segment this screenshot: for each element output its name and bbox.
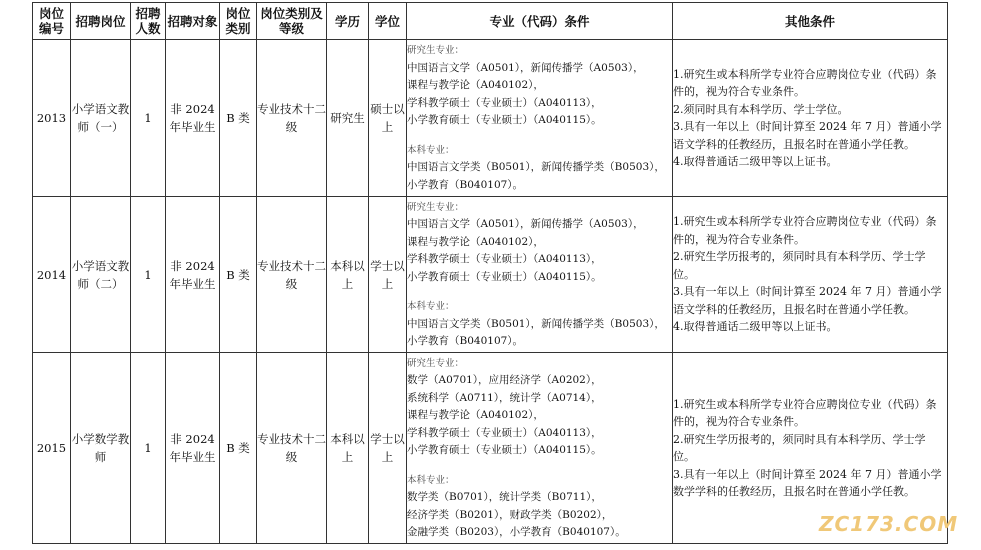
cell-education: 研究生 <box>327 40 369 197</box>
other-condition: 2.研究生学历报考的，须同时具有本科学历、学士学位。 <box>673 250 926 281</box>
cell-category: B 类 <box>220 353 257 544</box>
cell-target: 非 2024 年毕业生 <box>166 40 220 197</box>
grad-major-line: 学科教学硕士（专业硕士）（A040113）， <box>407 96 602 109</box>
other-condition: 4.取得普通话二级甲等以上证书。 <box>673 155 838 168</box>
other-condition: 3.具有一年以上（时间计算至 2024 年 7 月）普通小学语文学科的任教经历，且报名时在普通小学任教。 <box>673 120 942 151</box>
cell-post: 小学语文教师（一） <box>71 40 131 197</box>
header-category: 岗位类别 <box>220 3 257 40</box>
cell-post: 小学数学教师 <box>71 353 131 544</box>
grad-major-line: 数学（A0701），应用经济学（A0202）， <box>407 374 602 386</box>
header-major: 专业（代码）条件 <box>407 3 673 40</box>
header-count: 招聘人数 <box>131 3 166 40</box>
grad-major-line: 系统科学（A0711），统计学（A0714）， <box>407 391 602 404</box>
ug-major-line: 经济学类（B0201），财政学类（B0202）， <box>407 508 613 521</box>
grad-major-line: 小学教育硕士（专业硕士）（A040115）。 <box>407 114 602 126</box>
ug-major-title: 本科专业： <box>407 474 455 486</box>
header-degree: 学位 <box>369 3 407 40</box>
cell-category: B 类 <box>220 197 257 353</box>
grad-major-line: 课程与教学论（A040102）， <box>407 235 544 248</box>
grad-major-line: 学科教学硕士（专业硕士）（A040113）， <box>407 253 602 265</box>
grad-major-line: 小学教育硕士（专业硕士）（A040115）。 <box>407 444 602 456</box>
header-code: 岗位编号 <box>33 3 71 40</box>
spacer <box>407 460 672 472</box>
grad-major-title: 研究生专业： <box>407 45 465 56</box>
cell-degree: 硕士以上 <box>369 40 407 197</box>
cell-code: 2015 <box>33 353 71 544</box>
cell-major <box>407 353 673 544</box>
grad-major-line: 中国语言文学（A0501），新闻传播学（A0503）， <box>407 61 644 74</box>
cell-other <box>673 197 948 353</box>
other-condition: 1.研究生或本科所学专业符合应聘岗位专业（代码）条件的，视为符合专业条件。 <box>673 67 937 98</box>
header-other: 其他条件 <box>673 3 948 40</box>
cell-other <box>673 40 948 197</box>
other-condition: 4.取得普通话二级甲等以上证书。 <box>673 320 838 334</box>
cell-code: 2013 <box>33 40 71 197</box>
cell-degree: 学士以上 <box>369 353 407 544</box>
header-target: 招聘对象 <box>166 3 220 40</box>
header-education: 学历 <box>327 3 369 40</box>
grad-major-line: 课程与教学论（A040102）， <box>407 79 544 91</box>
watermark-text: ZC173.COM <box>819 512 959 536</box>
ug-major-line: 数学类（B0701），统计学类（B0711）， <box>407 491 602 503</box>
cell-degree: 学士以上 <box>369 197 407 353</box>
other-condition: 1.研究生或本科所学专业符合应聘岗位专业（代码）条件的，视为符合专业条件。 <box>673 397 937 428</box>
cell-post: 小学语文教师（二） <box>71 197 131 353</box>
header-row <box>33 3 948 40</box>
header-level: 岗位类别及等级 <box>257 3 327 40</box>
watermark-logo <box>819 512 959 540</box>
cell-count: 1 <box>131 353 166 544</box>
other-condition: 2.须同时具有本科学历、学士学位。 <box>673 102 849 116</box>
grad-major-line: 小学教育硕士（专业硕士）（A040115）。 <box>407 270 602 283</box>
cell-level: 专业技术十二级 <box>257 40 327 197</box>
header-post: 招聘岗位 <box>71 3 131 40</box>
ug-major-line: 中国语言文学类（B0501），新闻传播学类（B0503）， <box>407 161 665 173</box>
ug-major-line: 中国语言文学类（B0501），新闻传播学类（B0503）， <box>407 317 665 330</box>
cell-code: 2014 <box>33 197 71 353</box>
grad-major-line: 学科教学硕士（专业硕士）（A040113）， <box>407 426 602 439</box>
cell-count: 1 <box>131 197 166 353</box>
table-row <box>33 353 948 544</box>
grad-major-title: 研究生专业： <box>407 357 465 369</box>
table-row <box>33 40 948 197</box>
cell-education: 本科以上 <box>327 353 369 544</box>
grad-major-title: 研究生专业： <box>407 201 465 213</box>
other-condition: 1.研究生或本科所学专业符合应聘岗位专业（代码）条件的，视为符合专业条件。 <box>673 215 937 246</box>
spacer <box>407 130 672 142</box>
ug-major-line: 金融学类（B0203），小学教育（B040107）。 <box>407 526 626 538</box>
other-condition: 2.研究生学历报考的，须同时具有本科学历、学士学位。 <box>673 432 926 463</box>
other-condition: 3.具有一年以上（时间计算至 2024 年 7 月）普通小学数学学科的任教经历，且报名时在普通小学任教。 <box>673 467 942 498</box>
recruitment-table <box>32 2 948 544</box>
grad-major-line: 中国语言文学（A0501），新闻传播学（A0503）， <box>407 218 644 230</box>
other-condition: 3.具有一年以上（时间计算至 2024 年 7 月）普通小学语文学科的任教经历，且报名时在普通小学任教。 <box>673 285 942 316</box>
ug-major-title: 本科专业： <box>407 301 455 312</box>
cell-major <box>407 40 673 197</box>
grad-major-line: 课程与教学论（A040102）， <box>407 409 544 421</box>
cell-level: 专业技术十二级 <box>257 353 327 544</box>
cell-level: 专业技术十二级 <box>257 197 327 353</box>
table-row <box>33 197 948 353</box>
cell-count: 1 <box>131 40 166 197</box>
spacer <box>407 286 672 298</box>
cell-target: 非 2024 年毕业生 <box>166 197 220 353</box>
ug-major-line: 小学教育（B040107）。 <box>407 178 524 191</box>
ug-major-title: 本科专业： <box>407 144 455 156</box>
cell-category: B 类 <box>220 40 257 197</box>
cell-education: 本科以上 <box>327 197 369 353</box>
cell-major <box>407 197 673 353</box>
cell-target: 非 2024 年毕业生 <box>166 353 220 544</box>
ug-major-line: 小学教育（B040107）。 <box>407 335 524 347</box>
